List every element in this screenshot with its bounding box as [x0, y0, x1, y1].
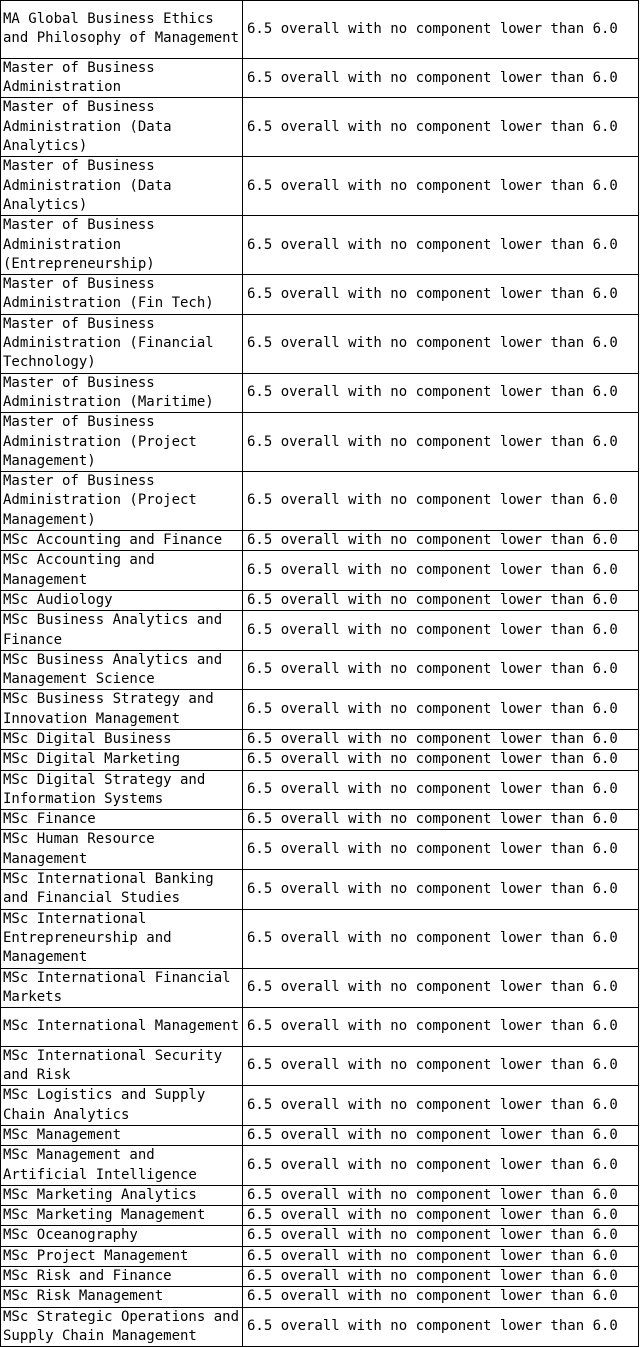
program-name-cell: MSc Accounting and Finance	[1, 531, 243, 551]
table-row	[1, 830, 639, 870]
english-requirement-cell: 6.5 overall with no component lower than 6.0	[243, 1086, 639, 1126]
table-row	[1, 531, 639, 551]
table-row	[1, 968, 639, 1008]
table-row	[1, 216, 639, 275]
program-name-cell: MSc Digital Marketing	[1, 750, 243, 770]
english-requirement-cell: 6.5 overall with no component lower than 6.0	[243, 1246, 639, 1266]
table-row	[1, 1008, 639, 1047]
program-name-cell: MSc Business Analytics and Management Science	[1, 650, 243, 690]
program-name-cell: MSc Accounting and Management	[1, 551, 243, 591]
english-requirement-cell: 6.5 overall with no component lower than 6.0	[243, 1206, 639, 1226]
table-row	[1, 472, 639, 531]
program-name-cell: Master of Business Administration (Maritime)	[1, 373, 243, 413]
program-name-cell: MSc Project Management	[1, 1246, 243, 1266]
english-requirement-cell: 6.5 overall with no component lower than 6.0	[243, 611, 639, 651]
program-name-cell: MSc Human Resource Management	[1, 830, 243, 870]
program-name-cell: MSc Business Analytics and Finance	[1, 611, 243, 651]
english-requirement-cell: 6.5 overall with no component lower than 6.0	[243, 314, 639, 373]
program-name-cell: MSc Strategic Operations and Supply Chain Management	[1, 1307, 243, 1347]
english-requirement-cell: 6.5 overall with no component lower than 6.0	[243, 1125, 639, 1145]
english-requirement-cell: 6.5 overall with no component lower than 6.0	[243, 770, 639, 810]
table-row	[1, 58, 639, 98]
table-row	[1, 98, 639, 157]
english-requirement-cell: 6.5 overall with no component lower than 6.0	[243, 98, 639, 157]
table-body	[1, 1, 639, 1347]
program-name-cell: Master of Business Administration (Project Management)	[1, 472, 243, 531]
program-name-cell: MSc Management	[1, 1125, 243, 1145]
table-row	[1, 729, 639, 749]
english-requirement-cell: 6.5 overall with no component lower than 6.0	[243, 1226, 639, 1246]
english-requirement-cell: 6.5 overall with no component lower than 6.0	[243, 1146, 639, 1186]
program-name-cell: Master of Business Administration	[1, 58, 243, 98]
table-row	[1, 1046, 639, 1086]
table-row	[1, 413, 639, 472]
english-requirement-cell: 6.5 overall with no component lower than 6.0	[243, 590, 639, 610]
table-row	[1, 810, 639, 830]
english-requirement-cell: 6.5 overall with no component lower than 6.0	[243, 216, 639, 275]
table-row	[1, 909, 639, 968]
table-row	[1, 1125, 639, 1145]
english-requirement-cell: 6.5 overall with no component lower than 6.0	[243, 531, 639, 551]
program-name-cell: MSc International Financial Markets	[1, 968, 243, 1008]
english-requirement-cell: 6.5 overall with no component lower than 6.0	[243, 870, 639, 910]
table-row	[1, 314, 639, 373]
table-row	[1, 1, 639, 59]
program-name-cell: MSc International Banking and Financial Studies	[1, 870, 243, 910]
english-requirement-cell: 6.5 overall with no component lower than 6.0	[243, 810, 639, 830]
program-name-cell: MSc International Entrepreneurship and Management	[1, 909, 243, 968]
table-row	[1, 275, 639, 315]
program-name-cell: MSc Management and Artificial Intelligence	[1, 1146, 243, 1186]
table-row	[1, 1086, 639, 1126]
english-requirement-cell: 6.5 overall with no component lower than 6.0	[243, 909, 639, 968]
program-name-cell: MA Global Business Ethics and Philosophy of Management	[1, 1, 243, 59]
english-requirement-cell: 6.5 overall with no component lower than 6.0	[243, 1185, 639, 1205]
english-requirement-cell: 6.5 overall with no component lower than 6.0	[243, 1008, 639, 1047]
english-requirement-cell: 6.5 overall with no component lower than 6.0	[243, 1287, 639, 1307]
english-requirement-cell: 6.5 overall with no component lower than 6.0	[243, 968, 639, 1008]
program-name-cell: MSc Logistics and Supply Chain Analytics	[1, 1086, 243, 1126]
english-requirement-cell: 6.5 overall with no component lower than 6.0	[243, 650, 639, 690]
table-row	[1, 1185, 639, 1205]
program-name-cell: MSc Business Strategy and Innovation Management	[1, 690, 243, 730]
english-requirement-cell: 6.5 overall with no component lower than 6.0	[243, 275, 639, 315]
program-name-cell: MSc Oceanography	[1, 1226, 243, 1246]
table-row	[1, 551, 639, 591]
english-requirement-cell: 6.5 overall with no component lower than 6.0	[243, 1307, 639, 1347]
table-row	[1, 373, 639, 413]
english-requirement-cell: 6.5 overall with no component lower than 6.0	[243, 413, 639, 472]
table-row	[1, 590, 639, 610]
program-name-cell: MSc Audiology	[1, 590, 243, 610]
table-row	[1, 1226, 639, 1246]
program-name-cell: MSc International Security and Risk	[1, 1046, 243, 1086]
program-name-cell: MSc Marketing Management	[1, 1206, 243, 1226]
english-requirement-cell: 6.5 overall with no component lower than 6.0	[243, 729, 639, 749]
table-row	[1, 650, 639, 690]
english-requirement-cell: 6.5 overall with no component lower than 6.0	[243, 830, 639, 870]
english-requirement-cell: 6.5 overall with no component lower than 6.0	[243, 1, 639, 59]
table-row	[1, 1246, 639, 1266]
english-requirement-cell: 6.5 overall with no component lower than 6.0	[243, 157, 639, 216]
english-requirement-cell: 6.5 overall with no component lower than 6.0	[243, 58, 639, 98]
english-requirement-cell: 6.5 overall with no component lower than 6.0	[243, 1267, 639, 1287]
program-name-cell: MSc Risk and Finance	[1, 1267, 243, 1287]
program-name-cell: MSc Marketing Analytics	[1, 1185, 243, 1205]
program-name-cell: Master of Business Administration (Data Analytics)	[1, 98, 243, 157]
program-name-cell: MSc Risk Management	[1, 1287, 243, 1307]
table-row	[1, 690, 639, 730]
program-name-cell: MSc International Management	[1, 1008, 243, 1047]
program-name-cell: MSc Digital Strategy and Information Systems	[1, 770, 243, 810]
english-requirement-cell: 6.5 overall with no component lower than 6.0	[243, 690, 639, 730]
english-requirement-cell: 6.5 overall with no component lower than 6.0	[243, 373, 639, 413]
program-name-cell: Master of Business Administration (Entrepreneurship)	[1, 216, 243, 275]
program-name-cell: Master of Business Administration (Financial Technology)	[1, 314, 243, 373]
program-name-cell: Master of Business Administration (Data Analytics)	[1, 157, 243, 216]
table-row	[1, 770, 639, 810]
table-row	[1, 1146, 639, 1186]
table-row	[1, 1307, 639, 1347]
program-name-cell: Master of Business Administration (Fin Tech)	[1, 275, 243, 315]
table-row	[1, 1206, 639, 1226]
program-name-cell: Master of Business Administration (Project Management)	[1, 413, 243, 472]
table-row	[1, 1267, 639, 1287]
program-name-cell: MSc Finance	[1, 810, 243, 830]
table-row	[1, 157, 639, 216]
program-name-cell: MSc Digital Business	[1, 729, 243, 749]
table-row	[1, 1287, 639, 1307]
english-requirement-cell: 6.5 overall with no component lower than 6.0	[243, 750, 639, 770]
english-requirement-cell: 6.5 overall with no component lower than 6.0	[243, 551, 639, 591]
english-requirement-cell: 6.5 overall with no component lower than 6.0	[243, 472, 639, 531]
table-row	[1, 870, 639, 910]
table-row	[1, 611, 639, 651]
english-requirement-cell: 6.5 overall with no component lower than 6.0	[243, 1046, 639, 1086]
table-row	[1, 750, 639, 770]
